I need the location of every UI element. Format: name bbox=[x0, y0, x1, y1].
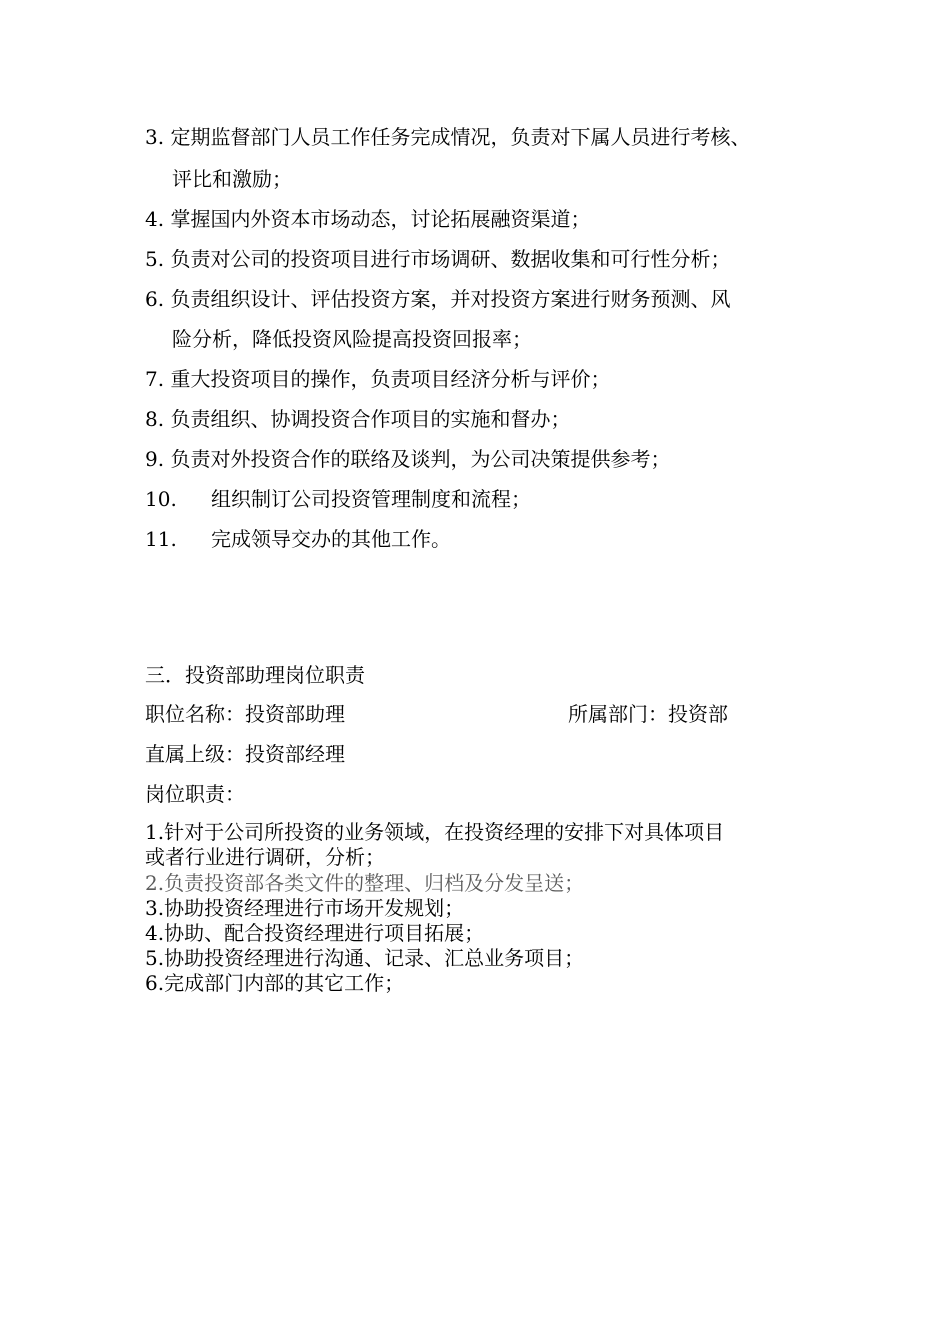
duty-item-11-number: 11. bbox=[145, 527, 177, 551]
assistant-duty-4: 4.协助、配合投资经理进行项目拓展； bbox=[145, 921, 485, 945]
direct-supervisor: 直属上级：投资部经理 bbox=[145, 742, 345, 766]
assistant-duty-1-continued: 或者行业进行调研，分析； bbox=[145, 845, 385, 869]
assistant-duty-5: 5.协助投资经理进行沟通、记录、汇总业务项目； bbox=[145, 946, 585, 970]
duty-item-6: 6. 负责组织设计、评估投资方案，并对投资方案进行财务预测、风 bbox=[145, 287, 731, 311]
duty-item-11-text: 完成领导交办的其他工作。 bbox=[211, 527, 451, 551]
duty-item-3-continued: 评比和激励； bbox=[172, 167, 292, 191]
duties-label: 岗位职责： bbox=[145, 782, 245, 806]
assistant-duty-3: 3.协助投资经理进行市场开发规划； bbox=[145, 896, 465, 920]
duty-item-3: 3. 定期监督部门人员工作任务完成情况，负责对下属人员进行考核、 bbox=[145, 125, 751, 149]
assistant-duty-6: 6.完成部门内部的其它工作； bbox=[145, 971, 405, 995]
assistant-duty-1: 1.针对于公司所投资的业务领域，在投资经理的安排下对具体项目 bbox=[145, 820, 725, 844]
duty-item-9: 9. 负责对外投资合作的联络及谈判，为公司决策提供参考； bbox=[145, 447, 671, 471]
position-name: 职位名称：投资部助理 bbox=[145, 702, 345, 726]
department: 所属部门：投资部 bbox=[568, 702, 728, 726]
duty-item-10-text: 组织制订公司投资管理制度和流程； bbox=[211, 487, 531, 511]
section-heading: 三．投资部助理岗位职责 bbox=[145, 663, 365, 687]
duty-item-8: 8. 负责组织、协调投资合作项目的实施和督办； bbox=[145, 407, 571, 431]
duty-item-10-number: 10. bbox=[145, 487, 177, 511]
duty-item-11 bbox=[145, 526, 451, 552]
duty-item-10 bbox=[145, 486, 531, 512]
duty-item-4: 4. 掌握国内外资本市场动态，讨论拓展融资渠道； bbox=[145, 207, 591, 231]
duty-item-6-continued: 险分析，降低投资风险提高投资回报率； bbox=[172, 327, 532, 351]
assistant-duty-2: 2.负责投资部各类文件的整理、归档及分发呈送； bbox=[145, 871, 585, 895]
duty-item-7: 7. 重大投资项目的操作，负责项目经济分析与评价； bbox=[145, 367, 611, 391]
duty-item-5: 5. 负责对公司的投资项目进行市场调研、数据收集和可行性分析； bbox=[145, 247, 731, 271]
